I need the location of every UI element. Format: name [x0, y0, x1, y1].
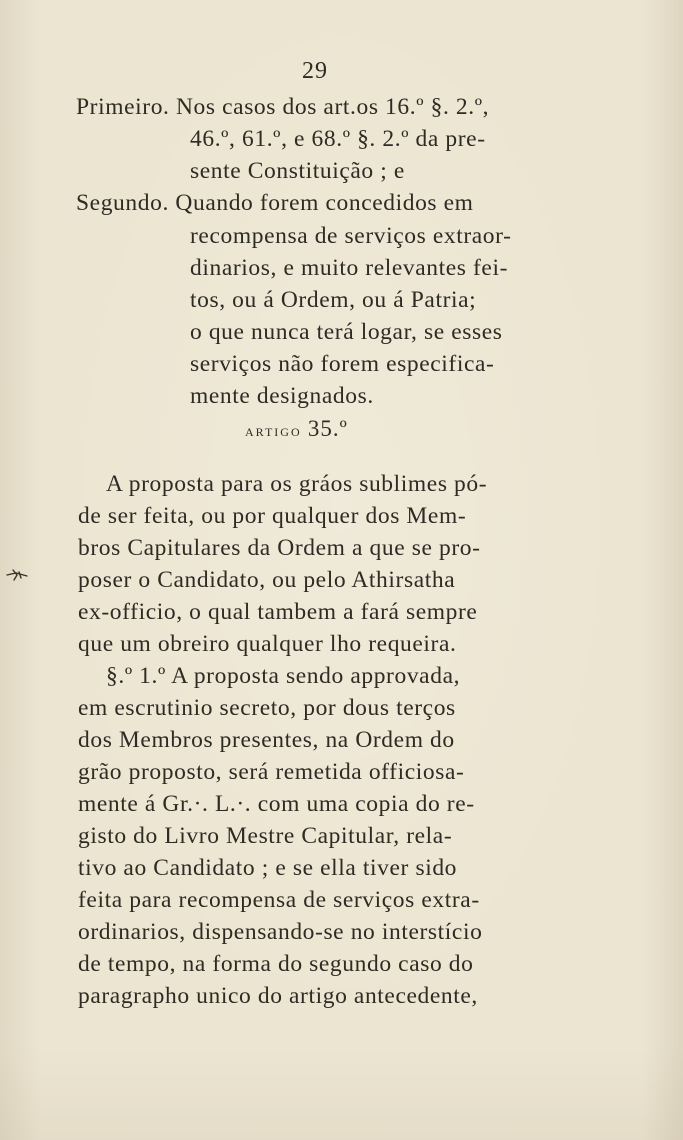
text-line: Primeiro. Nos casos dos art.os 16.º §. 2.º, [76, 94, 490, 120]
text-line: Segundo. Quando forem concedidos em [76, 190, 474, 216]
text-line: A proposta para os gráos sublimes pó- [106, 471, 488, 497]
text-line: mente á Gr.·. L.·. com uma copia do re- [78, 791, 475, 817]
text-line: tivo ao Candidato ; e se ella tiver sido [78, 855, 458, 881]
text-line: poser o Candidato, ou pelo Athirsatha [78, 567, 456, 593]
text-line: de tempo, na forma do segundo caso do [78, 951, 474, 977]
text-line: §.º 1.º A proposta sendo approvada, [106, 663, 461, 689]
text-line: o que nunca terá logar, se esses [190, 319, 503, 345]
article-heading [245, 416, 348, 442]
text-line: 46.º, 61.º, e 68.º §. 2.º da pre- [190, 126, 486, 152]
text-line: sente Constituição ; e [190, 158, 405, 184]
article-heading-label: artigo [245, 421, 302, 440]
text-line: feita para recompensa de serviços extra- [78, 887, 480, 913]
text-line: grão proposto, será remetida officiosa- [78, 759, 465, 785]
text-line: em escrutinio secreto, por dous terços [78, 695, 456, 721]
text-line: serviços não forem especifica- [190, 351, 495, 377]
text-line: dinarios, e muito relevantes fei- [190, 255, 509, 281]
text-line: que um obreiro qualquer lho requeira. [78, 631, 457, 657]
text-line: recompensa de serviços extraor- [190, 223, 512, 249]
margin-ink-mark-icon [6, 568, 28, 582]
page-number: 29 [302, 58, 328, 84]
text-line: ex-officio, o qual tambem a fará sempre [78, 599, 478, 625]
text-line: tos, ou á Ordem, ou á Patria; [190, 287, 477, 313]
text-line: mente designados. [190, 383, 374, 409]
text-line: paragrapho unico do artigo antecedente, [78, 983, 478, 1009]
article-heading-number: 35.º [307, 416, 348, 441]
text-line: gisto do Livro Mestre Capitular, rela- [78, 823, 453, 849]
text-line: de ser feita, ou por qualquer dos Mem- [78, 503, 467, 529]
text-line: ordinarios, dispensando-se no interstício [78, 919, 483, 945]
text-line: dos Membros presentes, na Ordem do [78, 727, 455, 753]
text-line: bros Capitulares da Ordem a que se pro- [78, 535, 481, 561]
